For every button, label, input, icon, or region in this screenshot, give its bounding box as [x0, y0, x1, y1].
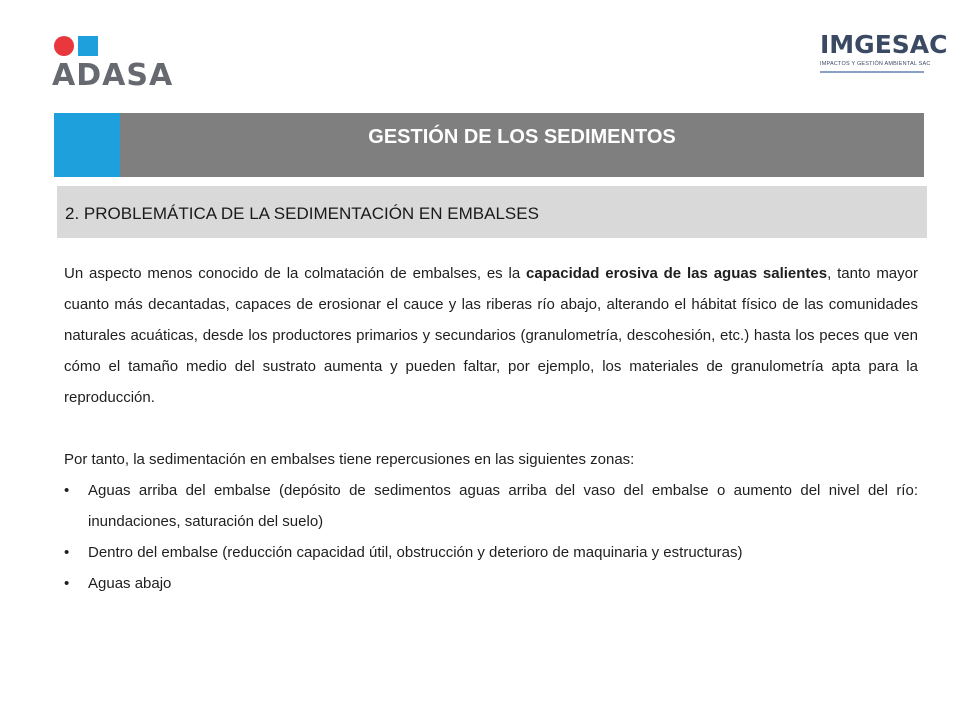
zone-item-inside — [64, 537, 918, 568]
paragraph-text-start: Un aspecto menos conocido de la colmatación de embalses, es la — [64, 265, 527, 282]
imgesac-tagline: IMPACTOS Y GESTIÓN AMBIENTAL SAC — [820, 61, 931, 67]
zone-text: Aguas arriba del embalse (depósito de sedimentos aguas arriba del vaso del embalse o aumento del nivel del río: inundaciones, saturación del suelo) — [88, 482, 918, 530]
bullet-icon: • — [64, 575, 70, 592]
bullet-icon: • — [64, 544, 70, 561]
imgesac-wordmark: IMGESAC — [820, 30, 948, 59]
section-heading: 2. PROBLEMÁTICA DE LA SEDIMENTACIÓN EN EMBALSES — [65, 204, 539, 223]
zone-text: Dentro del embalse (reducción capacidad útil, obstrucción y deterioro de maquinaria y estructuras) — [88, 544, 743, 561]
adasa-red-dot — [54, 36, 74, 56]
zones-intro: Por tanto, la sedimentación en embalses tiene repercusiones en las siguientes zonas: — [64, 451, 635, 468]
title-accent-block — [54, 113, 120, 177]
bullet-icon: • — [64, 482, 70, 499]
zone-text: Aguas abajo — [88, 575, 172, 592]
paragraph-bold-text: capacidad erosiva de las aguas salientes — [526, 265, 828, 282]
adasa-logo — [52, 34, 172, 94]
imgesac-underline — [820, 71, 924, 73]
zones-list — [64, 475, 918, 599]
paragraph-text-end: , tanto mayor cuanto más decantadas, capaces de erosionar el cauce y las riberas río abajo, alterando el hábitat físico de las comunidades naturales acuáticas, desde los productores primarios y secundarios (granulometría, descohesión, etc.) hasta los peces que ven cómo el tamaño medio del sustrato aumenta y pueden faltar, por ejemplo, los materiales de granulometría apta para la reproducción. — [64, 265, 918, 406]
zone-item-downstream — [64, 568, 918, 599]
page-title: GESTIÓN DE LOS SEDIMENTOS — [368, 126, 676, 148]
imgesac-logo — [820, 30, 948, 100]
section-header — [57, 186, 927, 238]
body-content — [64, 258, 918, 599]
zone-item-upstream — [64, 475, 918, 537]
adasa-blue-square — [78, 36, 98, 56]
adasa-wordmark: ADASA — [52, 58, 174, 93]
title-bar — [54, 113, 924, 177]
main-paragraph — [64, 258, 918, 413]
